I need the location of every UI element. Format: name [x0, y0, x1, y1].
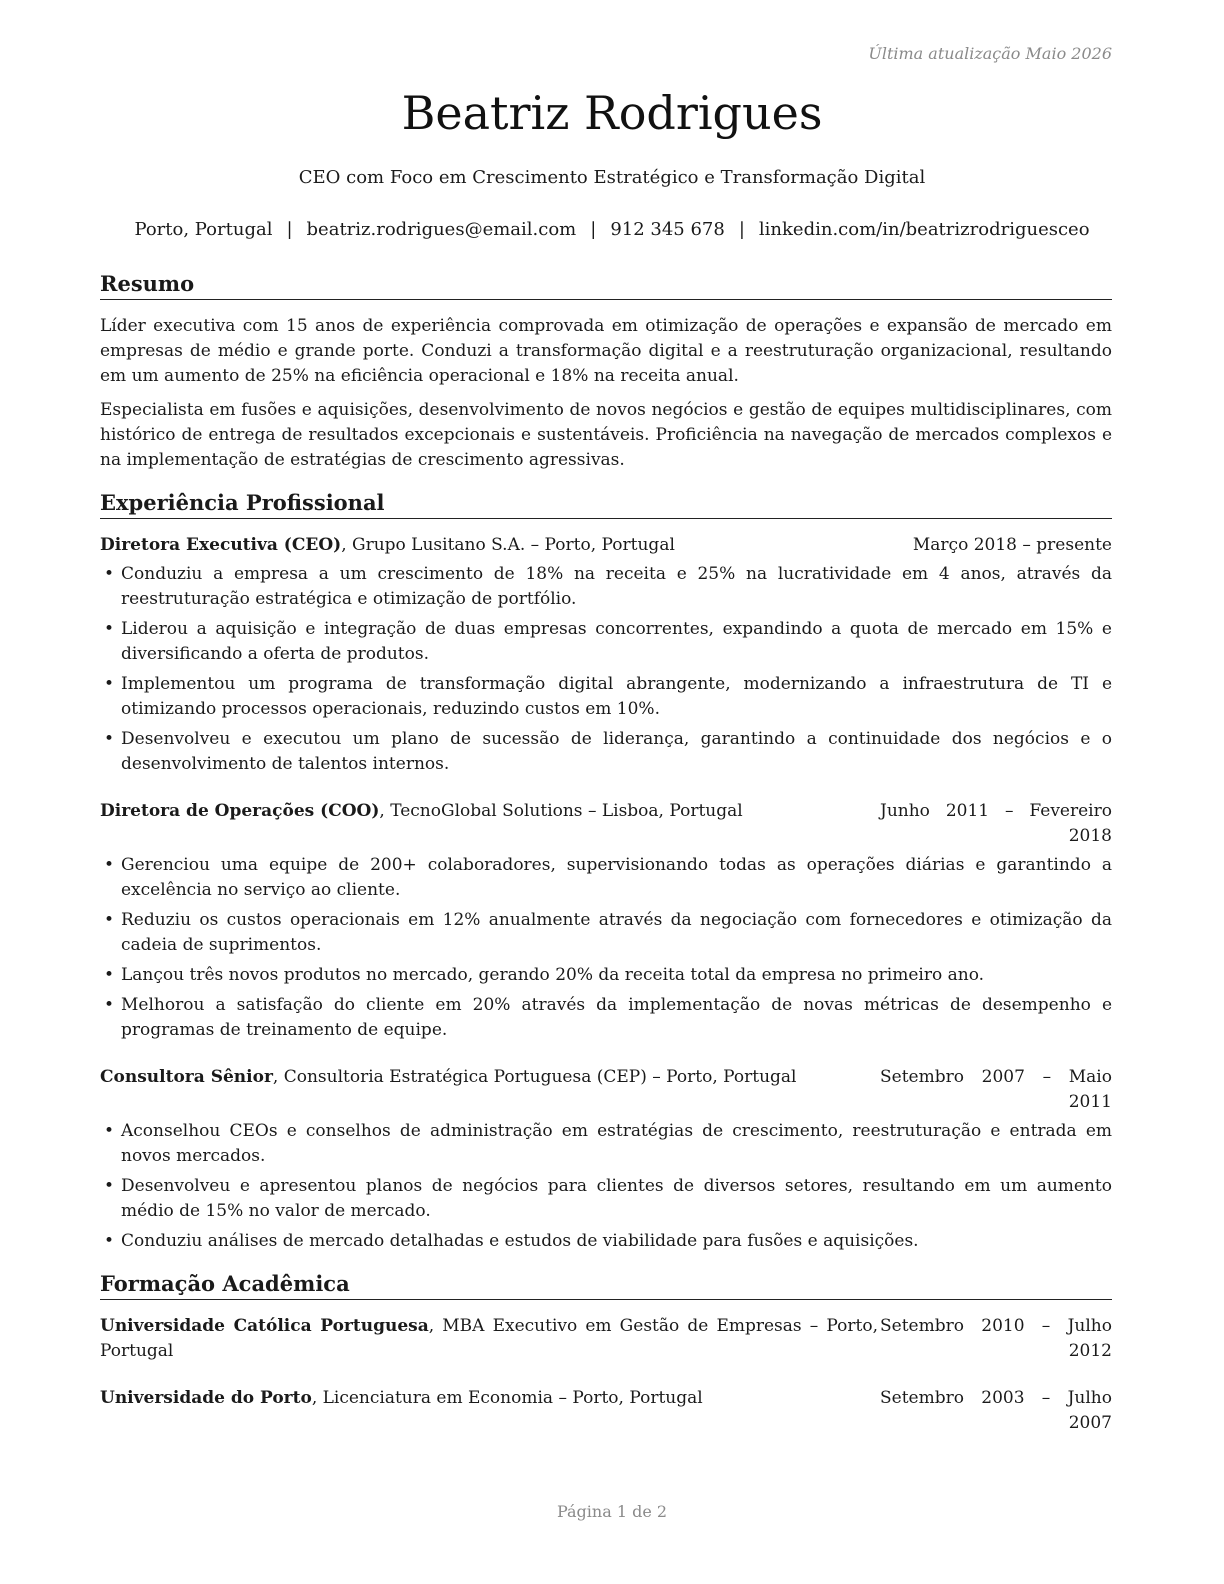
experience-section: [100, 489, 1112, 1254]
candidate-headline: CEO com Foco em Crescimento Estratégico e Transformação Digital: [298, 167, 926, 188]
list-item: • Implementou um programa de transformação digital abrangente, modernizando a infraestrutura de TI e otimizando processos operacionais, reduzindo custos em 10%.: [100, 672, 1112, 722]
summary-content: [100, 314, 1112, 473]
job-header: [100, 533, 1112, 558]
education-school: Universidade Católica Portuguesa: [100, 1316, 429, 1336]
job-entry: [100, 1065, 1112, 1254]
page-number: Página 1 de 2: [556, 1502, 668, 1521]
section-title-summary: Resumo: [100, 270, 1112, 300]
date-word: 2018: [1068, 826, 1112, 846]
list-item: • Lançou três novos produtos no mercado, gerando 20% da receita total da empresa no primeiro ano.: [100, 963, 1112, 988]
job-title-line: [100, 1065, 880, 1090]
date-word: Setembro: [880, 1388, 964, 1408]
job-entry: [100, 533, 1112, 777]
job-header: [100, 1065, 1112, 1115]
education-entry: [100, 1314, 1112, 1364]
date-word: Fevereiro: [1029, 801, 1112, 821]
job-role: Consultora Sênior: [100, 1067, 273, 1087]
job-dates: Março 2018 – presente: [912, 535, 1112, 555]
date-word: Setembro: [880, 1067, 964, 1087]
job-bullets: [100, 853, 1112, 1043]
education-school: Universidade do Porto: [100, 1388, 312, 1408]
job-bullets: [100, 1119, 1112, 1254]
date-word: 2007: [981, 1067, 1025, 1087]
job-title-line: [100, 533, 913, 558]
education-title-line: [100, 1314, 880, 1364]
contact-separator: |: [286, 219, 293, 240]
date-word: Junho: [880, 801, 930, 821]
job-company: , TecnoGlobal Solutions – Lisboa, Portugal: [379, 801, 743, 821]
summary-paragraph: Líder executiva com 15 anos de experiência comprovada em otimização de operações e expansão de mercado em empresas de médio e grande porte. Conduzi a transformação digital e a reestruturação organizacional, resultando em um aumento de 25% na eficiência operacional e 18% na receita anual.: [100, 316, 1112, 386]
date-word: Maio: [1068, 1067, 1112, 1087]
education-entry: [100, 1386, 1112, 1436]
job-bullets: [100, 562, 1112, 777]
education-header: [100, 1386, 1112, 1436]
summary-paragraph: Especialista em fusões e aquisições, desenvolvimento de novos negócios e gestão de equipes multidisciplinares, com histórico de entrega de resultados excepcionais e sustentáveis. Proficiência na navegação de mercados complexos e na implementação de estratégias de crescimento agressivas.: [100, 400, 1112, 470]
candidate-name: Beatriz Rodrigues: [401, 86, 823, 140]
date-word: 2012: [1068, 1341, 1112, 1361]
date-word: 2011: [945, 801, 990, 821]
contact-line: [0, 219, 1224, 240]
education-title-line: [100, 1386, 880, 1411]
job-role: Diretora Executiva (CEO): [100, 535, 342, 555]
date-word: 2003: [981, 1388, 1025, 1408]
date-word: –: [1004, 801, 1014, 821]
date-word: –: [1041, 1388, 1051, 1408]
education-dates: [880, 1314, 1112, 1364]
date-word: 2007: [1068, 1413, 1112, 1433]
job-entry: [100, 799, 1112, 1043]
education-header: [100, 1314, 1112, 1364]
list-item: • Conduziu análises de mercado detalhadas e estudos de viabilidade para fusões e aquisições.: [100, 1229, 1112, 1254]
section-title-education: Formação Acadêmica: [100, 1270, 1112, 1300]
list-item: • Desenvolveu e executou um plano de sucessão de liderança, garantindo a continuidade dos negócios e o desenvolvimento de talentos internos.: [100, 727, 1112, 777]
job-dates: [880, 799, 1112, 849]
contact-phone: 912 345 678: [610, 219, 725, 240]
list-item: • Liderou a aquisição e integração de duas empresas concorrentes, expandindo a quota de mercado em 15% e diversificando a oferta de produtos.: [100, 617, 1112, 667]
job-title-line: [100, 799, 880, 824]
section-title-experience: Experiência Profissional: [100, 489, 1112, 519]
contact-separator: |: [738, 219, 745, 240]
job-company: , Consultoria Estratégica Portuguesa (CEP) – Porto, Portugal: [272, 1067, 797, 1087]
contact-location: Porto, Portugal: [134, 219, 273, 240]
job-header: [100, 799, 1112, 849]
contact-separator: |: [590, 219, 597, 240]
job-company: , Grupo Lusitano S.A. – Porto, Portugal: [341, 535, 675, 555]
date-word: Julho: [1067, 1388, 1112, 1408]
date-word: Setembro: [880, 1316, 964, 1336]
job-role: Diretora de Operações (COO): [100, 801, 380, 821]
date-word: –: [1042, 1067, 1052, 1087]
education-section: [100, 1270, 1112, 1436]
list-item: • Desenvolveu e apresentou planos de negócios para clientes de diversos setores, resultando em um aumento médio de 15% no valor de mercado.: [100, 1174, 1112, 1224]
list-item: • Reduziu os custos operacionais em 12% anualmente através da negociação com fornecedores e otimização da cadeia de suprimentos.: [100, 908, 1112, 958]
education-dates: [880, 1386, 1112, 1436]
list-item: • Conduziu a empresa a um crescimento de 18% na receita e 25% na lucratividade em 4 anos, através da reestruturação estratégica e otimização de portfólio.: [100, 562, 1112, 612]
last-updated: Última atualização Maio 2026: [868, 44, 1112, 63]
resume-body: [100, 270, 1112, 1436]
date-word: Julho: [1067, 1316, 1112, 1336]
education-degree: , MBA Executivo em Gestão de Empresas – Porto, Portugal: [100, 1316, 878, 1361]
date-word: –: [1041, 1316, 1051, 1336]
date-word: 2010: [981, 1316, 1025, 1336]
summary-section: [100, 270, 1112, 473]
contact-email[interactable]: beatriz.rodrigues@email.com: [306, 219, 577, 240]
list-item: • Gerenciou uma equipe de 200+ colaboradores, supervisionando todas as operações diárias e garantindo a excelência no serviço ao cliente.: [100, 853, 1112, 903]
list-item: • Melhorou a satisfação do cliente em 20% através da implementação de novas métricas de desempenho e programas de treinamento de equipe.: [100, 993, 1112, 1043]
education-degree: , Licenciatura em Economia – Porto, Portugal: [311, 1388, 703, 1408]
contact-linkedin[interactable]: linkedin.com/in/beatrizrodriguesceo: [758, 219, 1090, 240]
list-item: • Aconselhou CEOs e conselhos de administração em estratégias de crescimento, reestruturação e entrada em novos mercados.: [100, 1119, 1112, 1169]
job-dates: [880, 1065, 1112, 1115]
date-word: 2011: [1068, 1092, 1112, 1112]
